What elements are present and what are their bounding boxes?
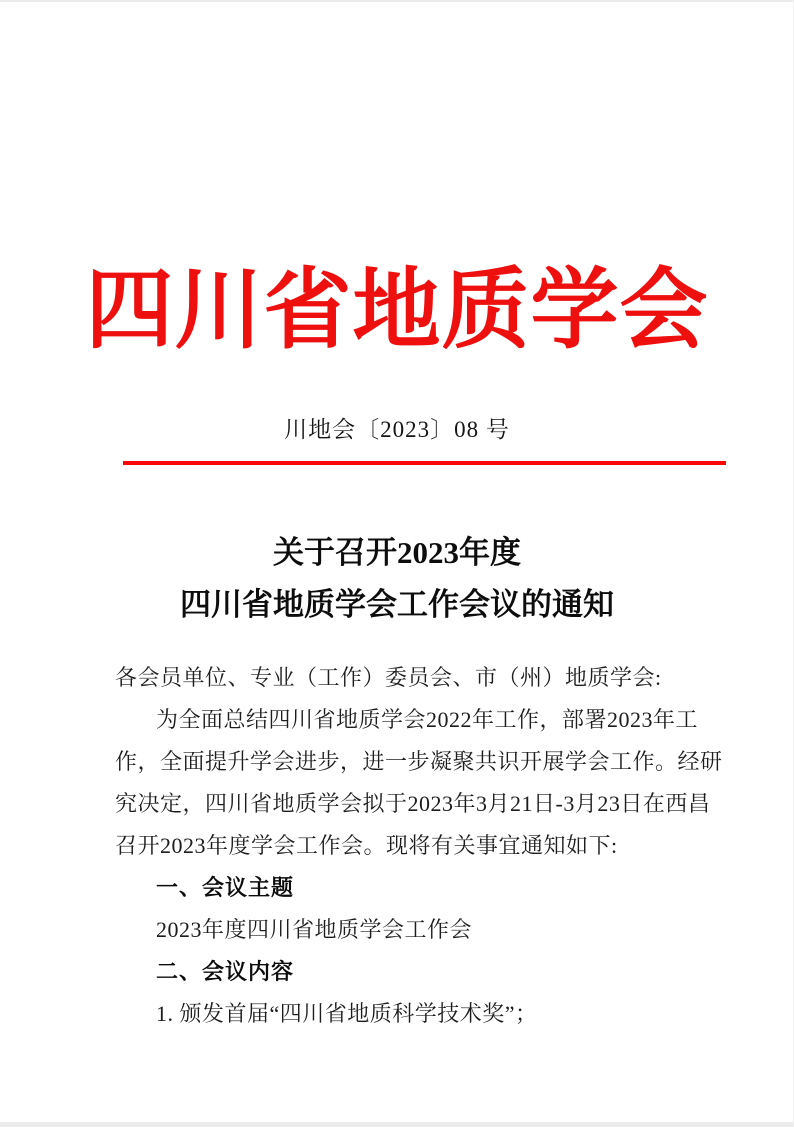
section-heading-2: 二、会议内容 xyxy=(156,959,295,984)
body-paragraph-line: 为全面总结四川省地质学会2022年工作，部署2023年工 xyxy=(156,707,699,732)
notice-title-line2: 四川省地质学会工作会议的通知 xyxy=(180,587,614,622)
page-bottom-edge xyxy=(0,1122,794,1127)
section-1-content: 2023年度四川省地质学会工作会 xyxy=(156,917,473,942)
section-2-item-1: 1. 颁发首届“四川省地质科学技术奖”； xyxy=(156,1001,538,1026)
doc-reference-number: 川地会〔2023〕08 号 xyxy=(284,417,510,442)
notice-title-line1: 关于召开2023年度 xyxy=(273,535,521,570)
salutation-line: 各会员单位、专业（工作）委员会、市（州）地质学会: xyxy=(115,665,662,690)
body-paragraph-line: 召开2023年度学会工作会。现将有关事宜通知如下: xyxy=(115,833,618,858)
red-divider-line xyxy=(123,461,726,465)
notice-title xyxy=(0,527,794,631)
section-heading-1: 一、会议主题 xyxy=(156,875,295,900)
body-paragraph-line: 作，全面提升学会进步，进一步凝聚共识开展学会工作。经研 xyxy=(115,749,723,774)
org-masthead-title: 四川省地质学会 xyxy=(85,263,709,360)
notice-body xyxy=(115,657,723,1035)
body-paragraph-line: 究决定，四川省地质学会拟于2023年3月21日-3月23日在西昌 xyxy=(115,791,711,816)
